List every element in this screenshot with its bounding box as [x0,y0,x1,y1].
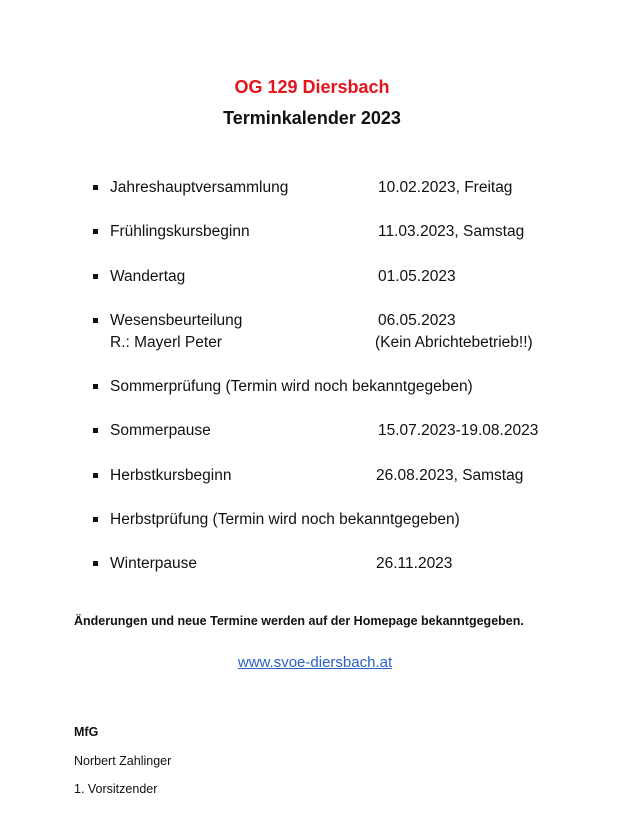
bullet-icon [93,229,98,234]
homepage-link[interactable]: www.svoe-diersbach.at [237,654,393,671]
event-date: 10.02.2023, Freitag [378,179,513,196]
bullet-icon [93,517,98,522]
event-name: Frühlingskursbeginn [110,223,250,240]
event-date: 15.07.2023-19.08.2023 [378,422,539,439]
page-title-calendar: Terminkalender 2023 [223,108,401,128]
bullet-icon [93,318,98,323]
event-name: Sommerprüfung (Termin wird noch bekanntgegeben) [110,378,473,395]
event-name: Jahreshauptversammlung [110,179,289,196]
signature-name: Norbert Zahlinger [74,754,172,768]
event-name: Winterpause [110,555,198,572]
event-name: Herbstprüfung (Termin wird noch bekanntgegeben) [110,511,460,528]
bullet-icon [93,185,98,190]
event-responsible: R.: Mayerl Peter [110,334,222,351]
event-name: Wesensbeurteilung [110,312,243,329]
event-date: 06.05.2023 [378,312,456,329]
event-name: Herbstkursbeginn [110,467,232,484]
event-note: (Kein Abrichtebetrieb!!) [375,334,533,351]
page-title-org: OG 129 Diersbach [234,77,390,97]
bullet-icon [93,473,98,478]
event-date: 26.08.2023, Samstag [376,467,524,484]
event-name: Sommerpause [110,422,211,439]
event-date: 11.03.2023, Samstag [378,223,525,240]
bullet-icon [93,561,98,566]
event-name: Wandertag [110,268,186,285]
signature-greeting: MfG [74,725,99,739]
signature-role: 1. Vorsitzender [74,782,158,796]
event-date: 26.11.2023 [376,555,453,572]
bullet-icon [93,384,98,389]
bullet-icon [93,274,98,279]
event-date: 01.05.2023 [378,268,456,285]
homepage-note: Änderungen und neue Termine werden auf der Homepage bekanntgegeben. [74,614,524,628]
bullet-icon [93,428,98,433]
